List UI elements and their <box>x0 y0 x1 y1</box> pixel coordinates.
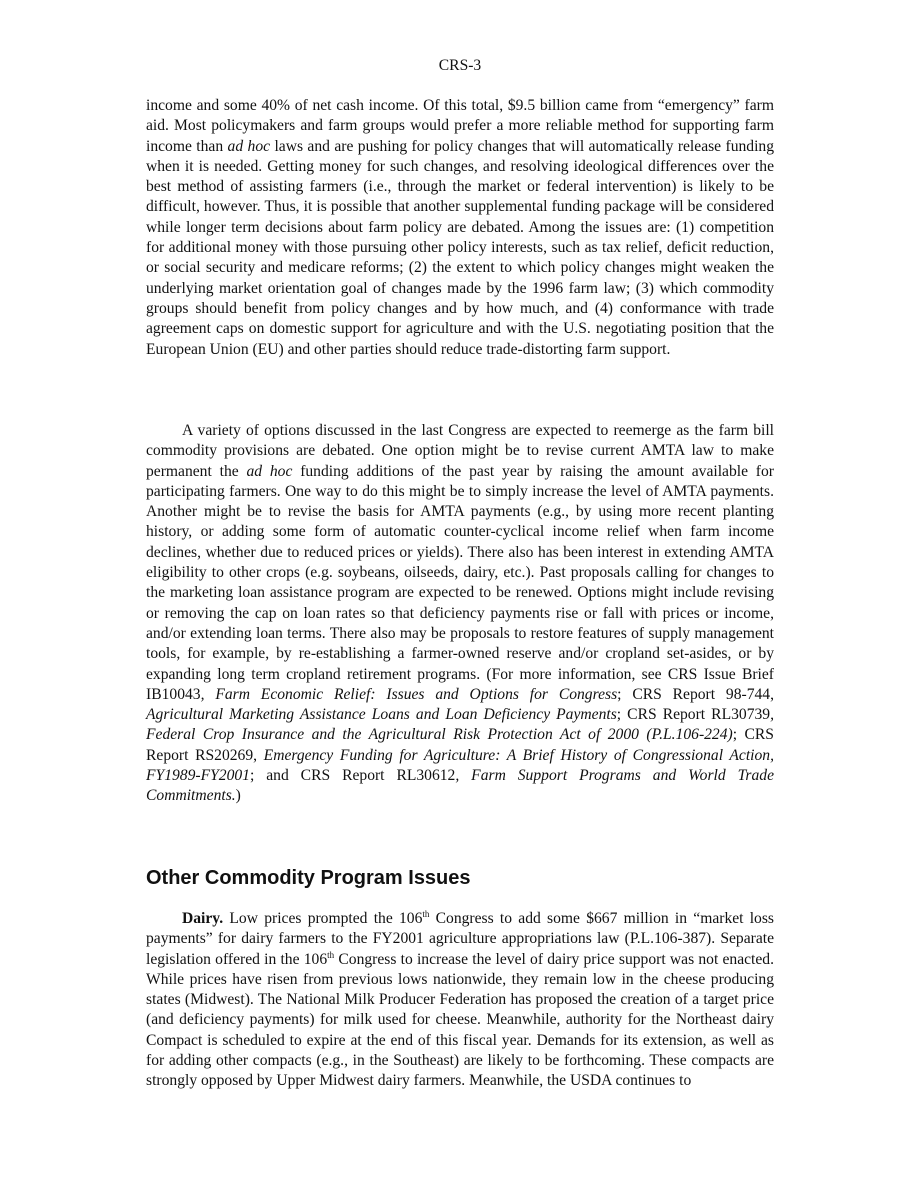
ordinal-suffix: th <box>327 949 335 960</box>
paragraph-policy-options <box>146 421 774 807</box>
text-run: ; CRS Report RS20269, <box>146 726 774 764</box>
text-run: laws and are pushing for policy changes that will automatically release funding when it is needed. Getting money for such changes, and resolving ideological differences over the best method of assisting farmers (i.e., through the market or federal intervention) is likely to be difficult, however. Thus, it is possible that another supplemental funding package will be considered while longer term decisions about farm policy are debated. Among the issues are: (1) competition for additional money with those pursuing other policy interests, such as tax relief, deficit reduction, or social security and medicare reforms; (2) the extent to which policy changes might weaken the underlying market orientation goal of changes made by the 1996 farm law; (3) which commodity groups should benefit from policy changes and by how much, and (4) conformance with trade agreement caps on domestic support for agriculture and with the U.S. negotiating position that the European Union (EU) and other parties should reduce trade-distorting farm support. <box>146 137 775 358</box>
text-run: Congress to increase the level of dairy price support was not enacted. While prices have risen from previous lows nationwide, they remain low in the cheese producing states (Midwest). The National Milk Producer Federation has proposed the creation of a target price (and deficiency payments) for milk used for cheese. Meanwhile, authority for the Northeast dairy Compact is scheduled to expire at the end of this fiscal year. Demands for its extension, as well as for adding other compacts (e.g., in the Southeast) are likely to be forthcoming. These compacts are strongly opposed by Upper Midwest dairy farmers. Meanwhile, the USDA continues to <box>146 950 774 1090</box>
report-title: Emergency Funding for Agriculture: A Brief History of Congressional Action, FY1989-FY2001 <box>146 746 774 785</box>
paragraph-farm-income <box>146 96 774 360</box>
report-title: Agricultural Marketing Assistance Loans and Loan Deficiency Payments <box>146 706 617 724</box>
report-title: , Farm Economic Relief: Issues and Options for Congress <box>200 685 618 703</box>
text-run: ; CRS Report RL30739 <box>616 706 771 724</box>
text-run: funding additions of the past year by raising the amount available for participating farmers. One way to do this might be to simply increase the level of AMTA payments. Another might be to revise the basis for AMTA payments (e.g., by using more recent planting history, or adding some form of automatic counter-cyclical income relief when farm income declines, whether due to reduced prices or yields). There also has been interest in extending AMTA eligibility to other crops (e.g. soybeans, oilseeds, dairy, etc.). Past proposals calling for changes to the marketing loan assistance program are expected to be renewed. Options might include revising or removing the cap on loan rates so that deficiency payments rise or fall with prices or income, and/or extending loan terms. There also may be proposals to restore features of supply management tools, for example, by re-establishing a farmer-owned reserve and/or cropland set-asides, or by expanding long term cropland retirement programs. (For more information, see CRS Issue Brief IB10043 <box>146 462 774 703</box>
text-run: ; and CRS Report RL30612 <box>249 767 456 785</box>
text-run: A variety of options discussed in the last Congress are expected to reemerge as the farm bill commodity provisions are debated. One option might be to revise current AMTA law to make permanent the <box>146 422 774 480</box>
paragraph-dairy <box>146 909 774 1092</box>
page-number: CRS-3 <box>438 57 482 74</box>
italic-text: ad hoc <box>246 462 293 480</box>
italic-text: ad hoc <box>227 137 271 155</box>
report-title: , Federal Crop Insurance and the Agricultural Risk Protection Act of 2000 (P.L.106-224) <box>146 706 774 744</box>
text-run: ; CRS Report 98-744, <box>617 685 774 703</box>
paragraph-lead: Dairy. <box>182 910 224 927</box>
section-heading: Other Commodity Program Issues <box>146 867 471 889</box>
text-run: Low prices prompted the 106 <box>223 910 423 927</box>
ordinal-suffix: th <box>422 908 430 919</box>
text-run: income and some 40% of net cash income. Of this total, $9.5 billion came from “emergency” farm aid. Most policymakers and farm groups would prefer a more reliable method for supporting farm income than <box>146 97 774 155</box>
text-run: ) <box>235 787 241 805</box>
report-title: , Farm Support Programs and World Trade Commitments. <box>146 767 774 805</box>
text-run: Congress to add some $667 million in “market loss payments” for dairy farmers to the FY2001 agriculture appropriations law (P.L.106-387). Separate legislation offered in the 106 <box>146 910 774 968</box>
